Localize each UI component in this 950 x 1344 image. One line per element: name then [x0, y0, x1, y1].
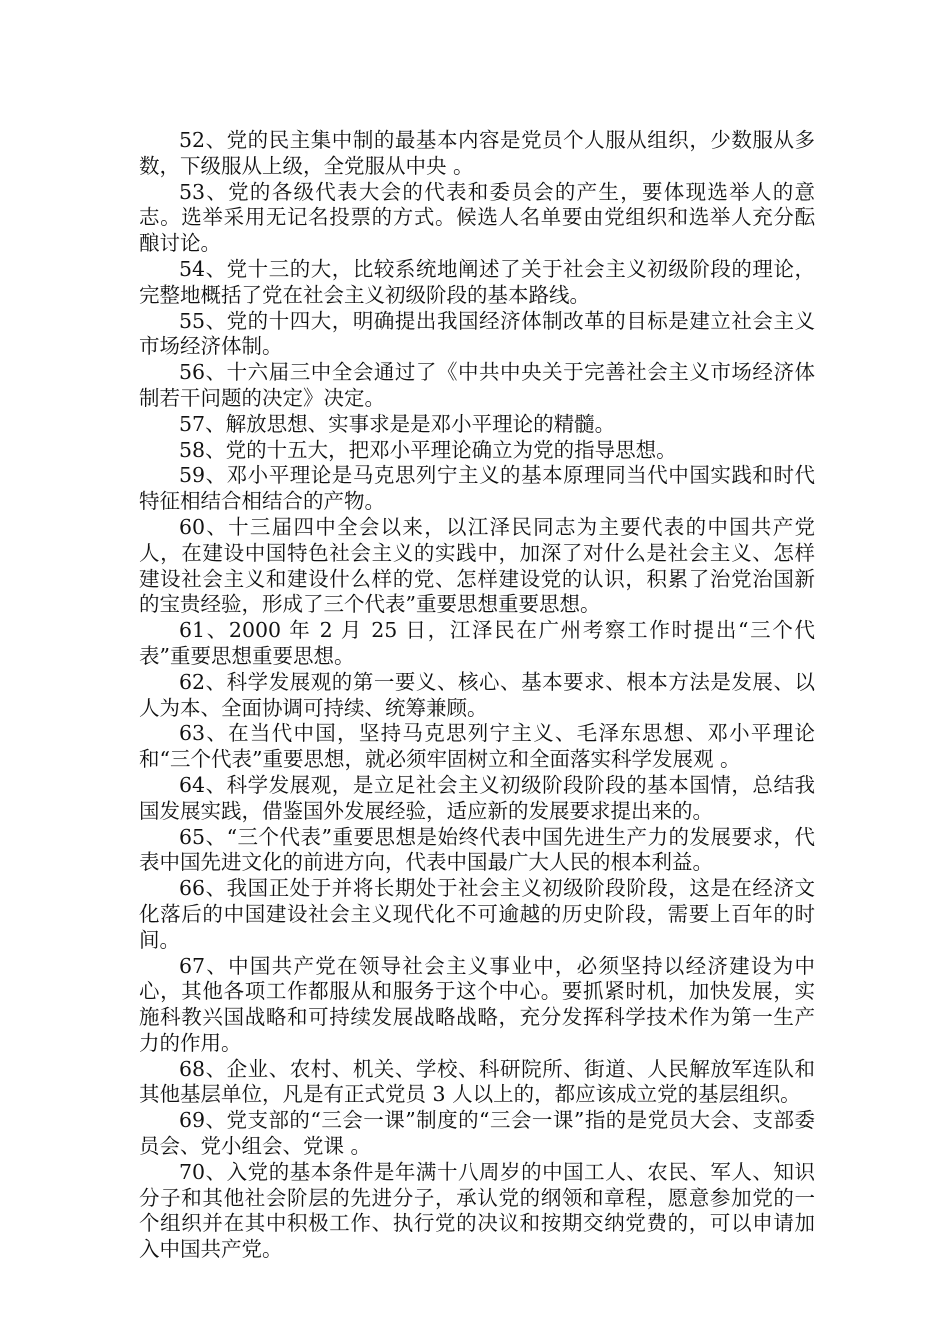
paragraph-66: 66、我国正处于并将长期处于社会主义初级阶段阶段，这是在经济文化落后的中国建设社会主义现代化不可逾越的历史阶段，需要上百年的时间。 [139, 876, 815, 952]
paragraph-69: 69、党支部的“三会一课”制度的“三会一课”指的是党员大会、支部委员会、党小组会、党课 。 [139, 1108, 815, 1159]
paragraph-67: 67、中国共产党在领导社会主义事业中，必须坚持以经济建设为中心，其他各项工作都服从和服务于这个中心。要抓紧时机，加快发展，实施科教兴国战略和可持续发展战略战略，充分发挥科学技术作为第一生产力的作用。 [139, 953, 815, 1055]
paragraph-70: 70、入党的基本条件是年满十八周岁的中国工人、农民、军人、知识分子和其他社会阶层的先进分子，承认党的纲领和章程，愿意参加党的一个组织并在其中积极工作、执行党的决议和按期交纳党费的，可以申请加入中国共产党。 [139, 1159, 815, 1262]
paragraph-59: 59、邓小平理论是马克思列宁主义的基本原理同当代中国实践和时代特征相结合相结合的产物。 [139, 463, 815, 514]
paragraph-52: 52、党的民主集中制的最基本内容是党员个人服从组织，少数服从多数，下级服从上级，全党服从中央 。 [139, 128, 815, 178]
paragraph-61: 61、2000 年 2 月 25 日，江泽民在广州考察工作时提出“三个代表”重要思想重要思想。 [139, 618, 815, 668]
paragraph-56: 56、十六届三中全会通过了《中共中央关于完善社会主义市场经济体制若干问题的决定》决定。 [139, 360, 815, 410]
paragraph-54: 54、党十三的大，比较系统地阐述了关于社会主义初级阶段的理论，完整地概括了党在社会主义初级阶段的基本路线。 [139, 256, 815, 307]
paragraph-53: 53、党的各级代表大会的代表和委员会的产生，要体现选举人的意志。选举采用无记名投票的方式。候选人名单要由党组织和选举人充分酝酿讨论。 [139, 179, 815, 256]
paragraph-63: 63、在当代中国，坚持马克思列宁主义、毛泽东思想、邓小平理论和“三个代表”重要思想，就必须牢固树立和全面落实科学发展观 。 [139, 721, 815, 772]
paragraph-58: 58、党的十五大，把邓小平理论确立为党的指导思想。 [179, 437, 677, 462]
paragraph-55: 55、党的十四大，明确提出我国经济体制改革的目标是建立社会主义市场经济体制。 [139, 308, 815, 359]
paragraph-62: 62、科学发展观的第一要义、核心、基本要求、根本方法是发展、以人为本、全面协调可持续、统筹兼顾。 [139, 669, 815, 720]
paragraph-57: 57、解放思想、实事求是是邓小平理论的精髓。 [179, 411, 616, 436]
paragraph-65: 65、“三个代表”重要思想是始终代表中国先进生产力的发展要求，代表中国先进文化的前进方向，代表中国最广大人民的根本利益。 [139, 824, 815, 875]
document-body [139, 128, 815, 1263]
paragraph-64: 64、科学发展观，是立足社会主义初级阶段阶段的基本国情，总结我国发展实践，借鉴国外发展经验，适应新的发展要求提出来的。 [139, 772, 815, 823]
paragraph-60: 60、十三届四中全会以来，以江泽民同志为主要代表的中国共产党人，在建设中国特色社会主义的实践中，加深了对什么是社会主义、怎样建设社会主义和建设什么样的党、怎样建设党的认识，积累了治党治国新的宝贵经验，形成了三个代表”重要思想重要思想。 [139, 514, 815, 617]
paragraph-68: 68、企业、农村、机关、学校、科研院所、街道、人民解放军连队和其他基层单位，凡是有正式党员 3 人以上的，都应该成立党的基层组织。 [139, 1056, 815, 1107]
